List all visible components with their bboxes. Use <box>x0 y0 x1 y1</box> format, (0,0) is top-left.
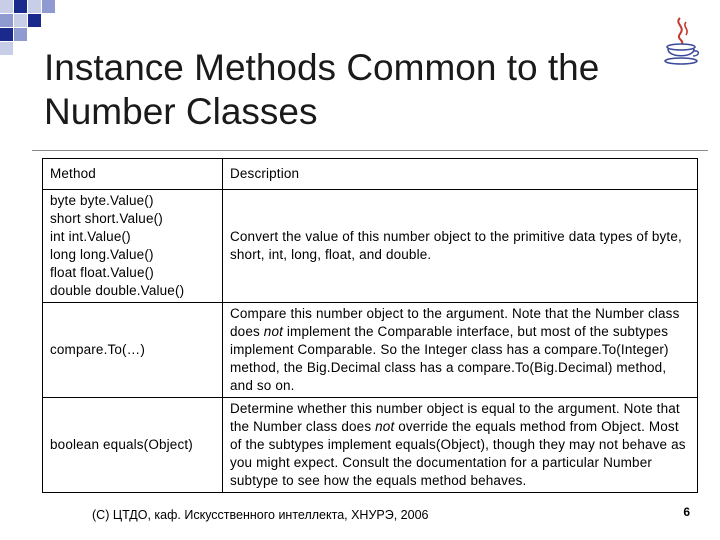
title-divider <box>32 150 708 151</box>
method-cell: byte byte.Value() short short.Value() int int.Value() long long.Value() float float.Value() double double.Value() <box>43 190 223 303</box>
description-text: Compare this number object to the argument. Note that the Number class does <box>230 306 680 339</box>
description-emphasis: not <box>375 419 395 434</box>
description-emphasis: not <box>263 324 283 339</box>
footer-copyright: (C) ЦТДО, каф. Искусственного интеллекта, ХНУРЭ, 2006 <box>92 508 429 522</box>
page-number: 6 <box>683 505 690 519</box>
description-cell <box>223 303 698 398</box>
description-text: implement the Comparable interface, but most of the subtypes implement Comparable. So the Integer class has a compare.To(Integer) method, the Big.Decimal class has a compare.To(Big.Decimal) method, and so on. <box>230 324 669 393</box>
description-cell: Convert the value of this number object to the primitive data types of byte, short, int, long, float, and double. <box>223 190 698 303</box>
header-method: Method <box>43 159 223 190</box>
table-header-row <box>43 159 698 190</box>
methods-table <box>42 158 698 493</box>
method-cell: boolean equals(Object) <box>43 398 223 493</box>
table-row <box>43 190 698 303</box>
header-description: Description <box>223 159 698 190</box>
slide-title: Instance Methods Common to the Number Classes <box>44 47 600 132</box>
description-text: Determine whether this number object is equal to the argument. Note that the Number class does <box>230 401 680 434</box>
method-cell: compare.To(…) <box>43 303 223 398</box>
java-logo-icon <box>660 14 704 68</box>
description-cell <box>223 398 698 493</box>
table-row <box>43 398 698 493</box>
description-text: override the equals method from Object. Most of the subtypes implement equals(Object), though they may not behave as you might expect. Consult the documentation for a particular Number subtype to see how the equals method behaves. <box>230 419 686 488</box>
table-row <box>43 303 698 398</box>
